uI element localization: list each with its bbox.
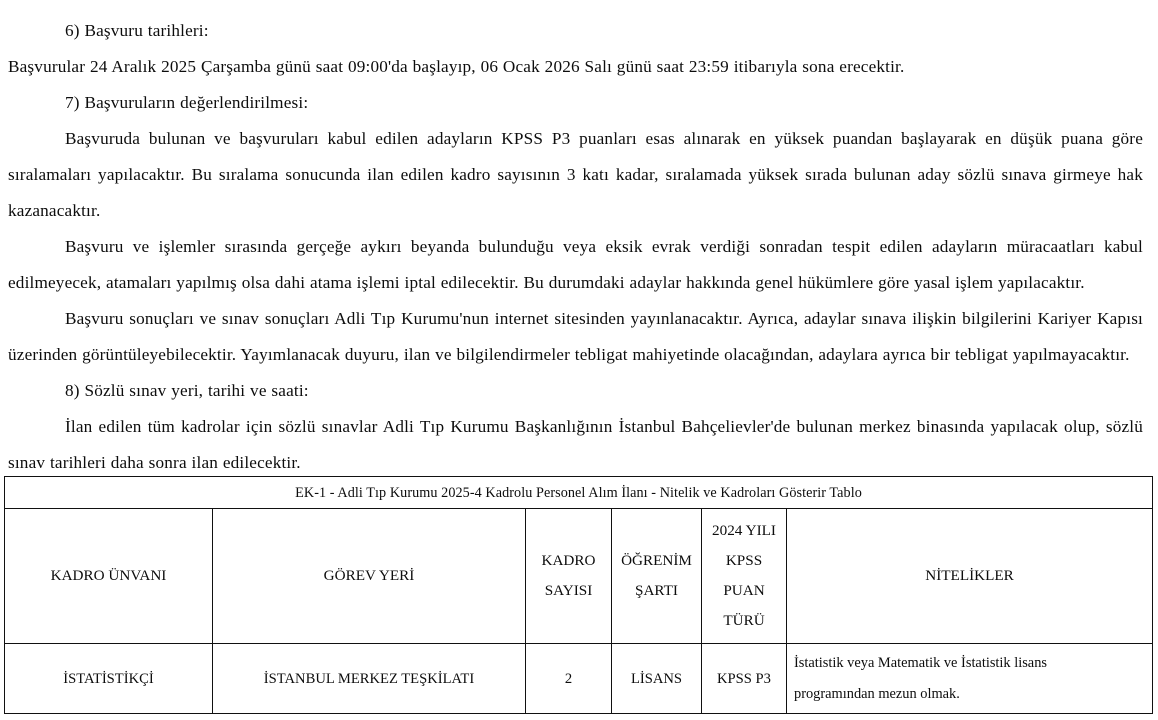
cell-kadro-unvani: İSTATİSTİKÇİ bbox=[5, 644, 213, 714]
paragraph-false-declaration: Başvuru ve işlemler sırasında gerçeğe aykırı beyanda bulunduğu veya eksik evrak verdiği sonradan tespit edilen adayların müracaatları kabul edilmeyecek, atamaları yapılmış olsa dahi atama işlemi iptal edilecektir. Bu durumdaki adaylar hakkında genel hükümlere göre yasal işlem yapılacaktır. bbox=[8, 237, 1143, 292]
paragraph-evaluation-ranking: Başvuruda bulunan ve başvuruları kabul edilen adayların KPSS P3 puanları esas alınarak en yüksek puandan başlayarak en düşük puana göre sıralamaları yapılacaktır. Bu sıralama sonucunda ilan edilen kadro sayısının 3 katı kadar, sıralamada yüksek sırada bulunan aday sözlü sınava girmeye hak kazanacaktır. bbox=[8, 129, 1143, 220]
cell-nitelikler-line1: İstatistik veya Matematik ve İstatistik lisans bbox=[794, 654, 1047, 671]
header-kadro-sayisi-line1: KADRO bbox=[541, 552, 596, 569]
paragraph-oral-exam-location: İlan edilen tüm kadrolar için sözlü sınavlar Adli Tıp Kurumu Başkanlığının İstanbul Bahçelievler'de bulunan merkez binasında yapılacak olup, sözlü sınav tarihleri daha sonra ilan edilecektir. bbox=[8, 417, 1143, 472]
table-title-row bbox=[5, 477, 1153, 509]
cell-nitelikler bbox=[787, 644, 1153, 714]
table-header-row bbox=[5, 509, 1153, 644]
header-kpss-line3: PUAN bbox=[723, 582, 765, 599]
section-heading-7: 7) Başvuruların değerlendirilmesi: bbox=[65, 93, 309, 112]
paragraph-results-publication: Başvuru sonuçları ve sınav sonuçları Adli Tıp Kurumu'nun internet sitesinden yayınlanacaktır. Ayrıca, adaylar sınava ilişkin bilgilerini Kariyer Kapısı üzerinden görüntüleyebilecektir. Yayımlanacak duyuru, ilan ve bilgilendirmeler tebligat mahiyetinde olacağından, adaylara ayrıca bir tebligat yapılmayacaktır. bbox=[8, 309, 1143, 364]
section-heading-8: 8) Sözlü sınav yeri, tarihi ve saati: bbox=[65, 381, 309, 400]
header-kadro-unvani: KADRO ÜNVANI bbox=[5, 509, 213, 644]
header-kpss-line1: 2024 YILI bbox=[712, 522, 776, 539]
cell-nitelikler-line2: programından mezun olmak. bbox=[794, 685, 960, 702]
kadro-table-container bbox=[4, 476, 1152, 714]
cell-gorev-yeri: İSTANBUL MERKEZ TEŞKİLATI bbox=[213, 644, 526, 714]
header-gorev-yeri: GÖREV YERİ bbox=[213, 509, 526, 644]
table-title: EK-1 - Adli Tıp Kurumu 2025-4 Kadrolu Personel Alım İlanı - Nitelik ve Kadroları Gösterir Tablo bbox=[5, 477, 1153, 509]
header-kpss-line2: KPSS bbox=[725, 552, 763, 569]
paragraph-application-dates: Başvurular 24 Aralık 2025 Çarşamba günü saat 09:00'da başlayıp, 06 Ocak 2026 Salı günü saat 23:59 itibarıyla sona erecektir. bbox=[8, 57, 905, 76]
cell-ogrenim-sarti: LİSANS bbox=[612, 644, 702, 714]
header-ogrenim-sarti-line2: ŞARTI bbox=[635, 582, 678, 599]
header-kadro-sayisi bbox=[526, 509, 612, 644]
kadro-table bbox=[4, 476, 1153, 714]
header-kadro-sayisi-line2: SAYISI bbox=[544, 582, 593, 599]
header-nitelikler: NİTELİKLER bbox=[787, 509, 1153, 644]
header-ogrenim-sarti bbox=[612, 509, 702, 644]
table-row bbox=[5, 644, 1153, 714]
header-kpss-puan-turu bbox=[702, 509, 787, 644]
header-ogrenim-sarti-line1: ÖĞRENİM bbox=[621, 552, 692, 569]
header-kpss-line4: TÜRÜ bbox=[723, 612, 765, 629]
cell-kadro-sayisi: 2 bbox=[526, 644, 612, 714]
section-heading-6: 6) Başvuru tarihleri: bbox=[65, 21, 209, 40]
cell-kpss-puan-turu: KPSS P3 bbox=[702, 644, 787, 714]
